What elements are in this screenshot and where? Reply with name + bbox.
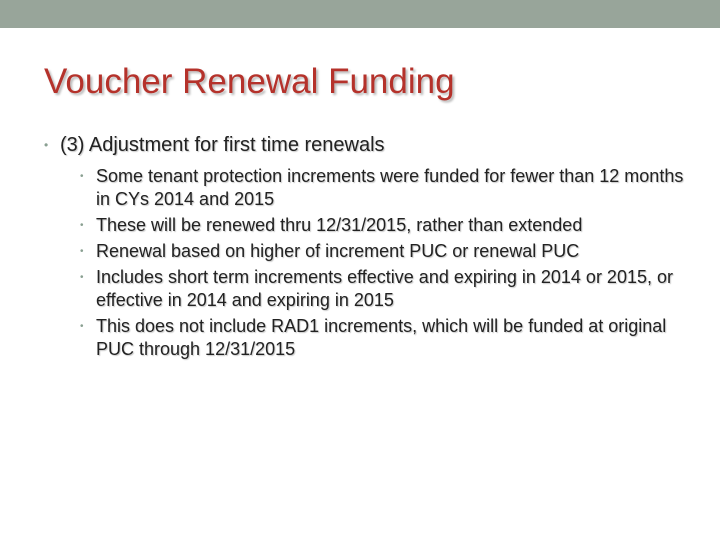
sub-bullet-text: This does not include RAD1 increments, which will be funded at original PUC through 12/31/2015 bbox=[96, 316, 667, 359]
sub-bullet-item bbox=[80, 165, 684, 211]
sub-bullet-item bbox=[80, 240, 684, 263]
sub-bullet-text: Renewal based on higher of increment PUC or renewal PUC bbox=[96, 241, 580, 261]
sub-bullet-item bbox=[80, 315, 684, 361]
slide-content bbox=[44, 132, 684, 364]
bullet-icon: • bbox=[80, 246, 84, 257]
bullet-icon: • bbox=[80, 272, 84, 283]
sub-bullet-text: These will be renewed thru 12/31/2015, rather than extended bbox=[96, 215, 583, 235]
sub-bullet-item bbox=[80, 214, 684, 237]
bullet-level-1 bbox=[44, 132, 684, 158]
sub-bullet-text: Includes short term increments effective and expiring in 2014 or 2015, or effective in 2014 and expiring in 2015 bbox=[96, 267, 673, 310]
sub-bullet-list bbox=[44, 165, 684, 361]
slide-title: Voucher Renewal Funding bbox=[44, 62, 455, 101]
bullet-icon: • bbox=[80, 171, 84, 182]
bullet-icon: • bbox=[80, 220, 84, 231]
bullet-icon: • bbox=[44, 138, 49, 152]
sub-bullet-item bbox=[80, 266, 684, 312]
bullet-text: (3) Adjustment for first time renewals bbox=[60, 134, 385, 156]
top-accent-bar bbox=[0, 0, 720, 28]
sub-bullet-text: Some tenant protection increments were funded for fewer than 12 months in CYs 2014 and 2015 bbox=[96, 166, 684, 209]
bullet-icon: • bbox=[80, 321, 84, 332]
